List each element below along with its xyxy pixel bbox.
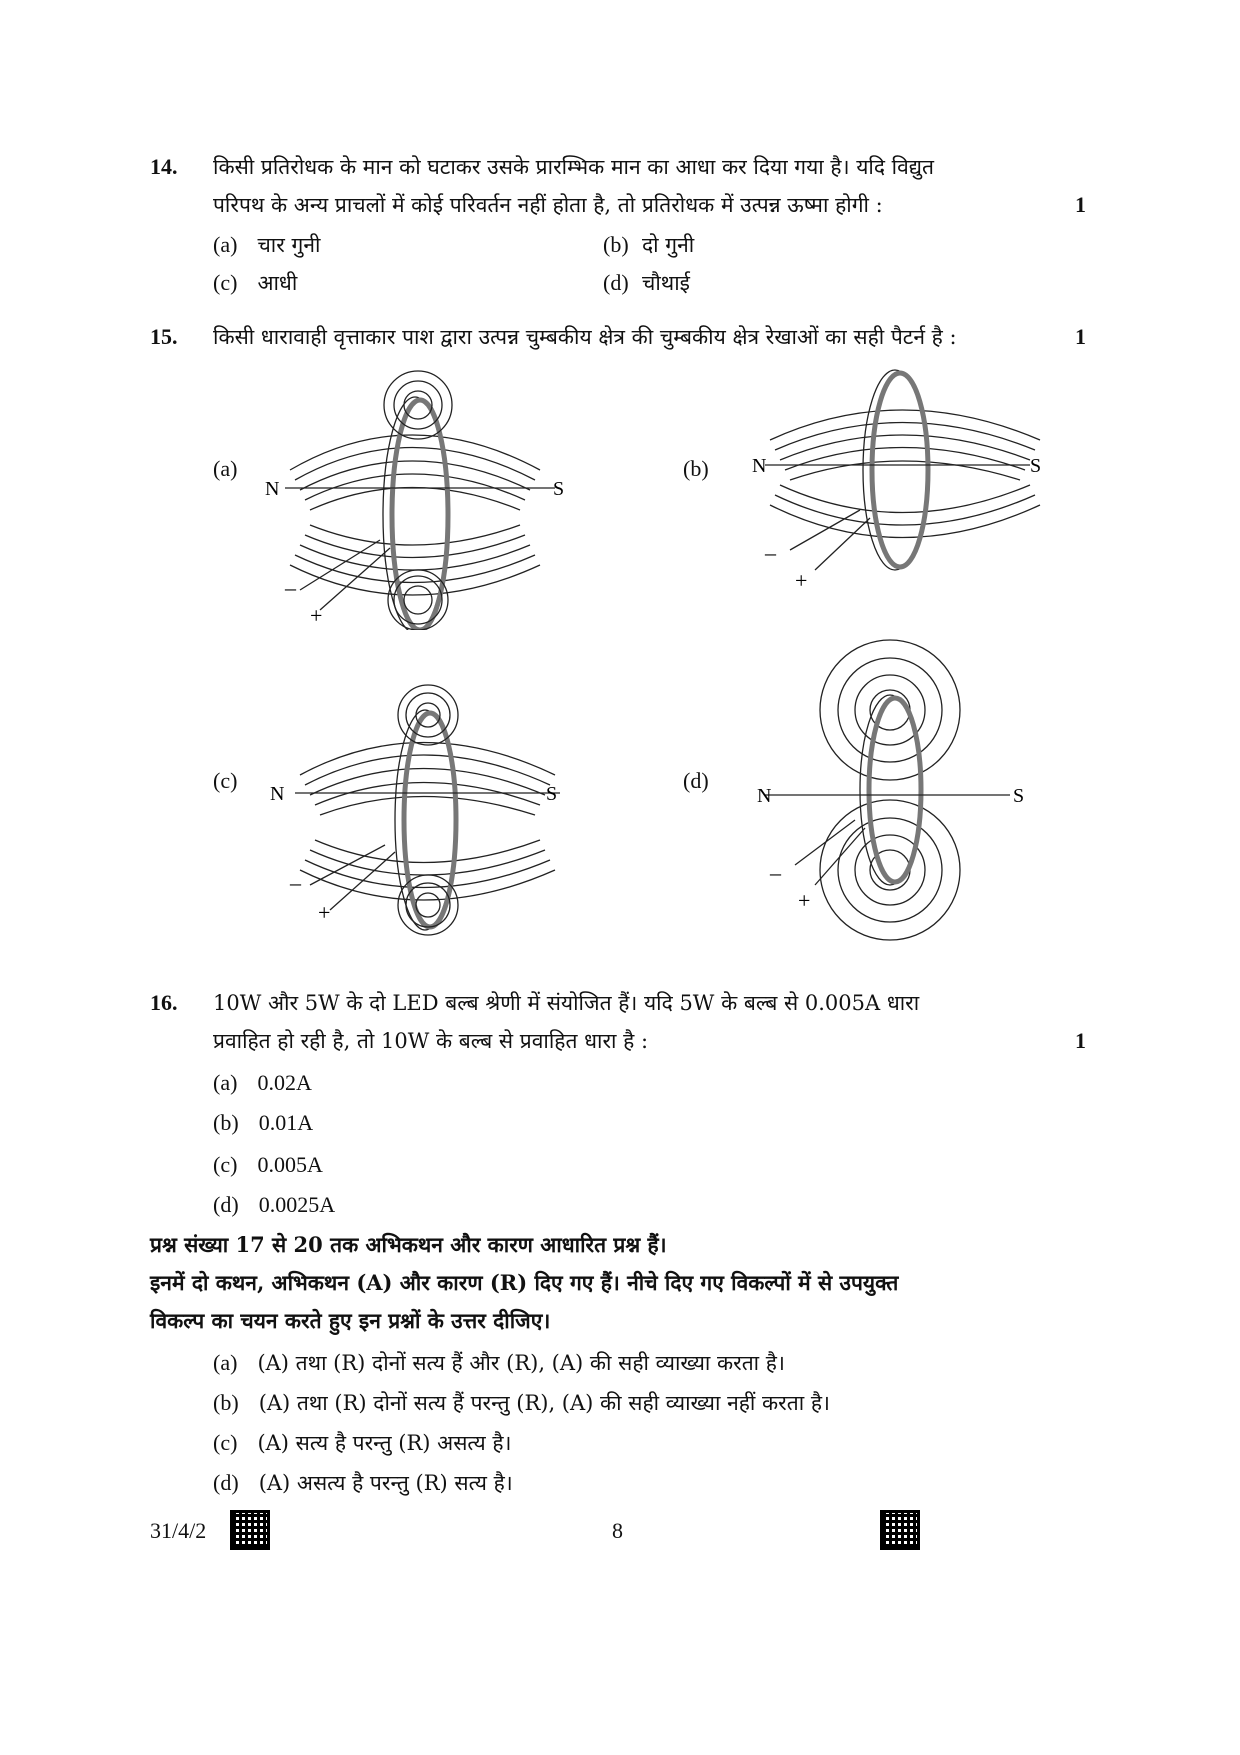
q14-marks: 1 bbox=[1075, 192, 1086, 217]
north-pole-label: N bbox=[752, 455, 767, 477]
plus-terminal-label: + bbox=[318, 900, 331, 925]
option-text: 0.0025A bbox=[258, 1192, 336, 1217]
ar-instruction-line1: इनमें दो कथन, अभिकथन (A) और कारण (R) दिए गए हैं। नीचे दिए गए विकल्पों में से उपयुक्त bbox=[150, 1270, 899, 1295]
south-pole-label: S bbox=[553, 478, 565, 500]
qr-code-icon bbox=[230, 1510, 270, 1550]
ar-option-d bbox=[213, 1466, 513, 1500]
option-label: (c) bbox=[213, 1430, 238, 1455]
q15-text: किसी धारावाही वृत्ताकार पाश द्वारा उत्पन्न चुम्बकीय क्षेत्र की चुम्बकीय क्षेत्र रेखाओं का सही पैटर्न है : bbox=[213, 325, 957, 349]
q15-marks: 1 bbox=[1075, 324, 1086, 349]
q16-option-b bbox=[213, 1106, 313, 1140]
figure-d-field-lines bbox=[740, 630, 1040, 960]
option-label: (a) bbox=[213, 1070, 238, 1095]
option-label: (d) bbox=[213, 1192, 239, 1217]
option-label: (b) bbox=[603, 232, 629, 257]
figure-c-label: (c) bbox=[213, 768, 238, 793]
option-text: (A) तथा (R) दोनों सत्य हैं और (R), (A) की सही व्याख्या करता है। bbox=[257, 1351, 785, 1375]
plus-terminal-label: + bbox=[798, 888, 811, 913]
figure-d-label: (d) bbox=[683, 768, 709, 793]
plus-terminal-label: + bbox=[795, 568, 808, 593]
south-pole-label: S bbox=[1013, 785, 1025, 807]
q16-marks: 1 bbox=[1075, 1028, 1086, 1053]
ar-option-a bbox=[213, 1346, 785, 1380]
page-number: 8 bbox=[612, 1518, 623, 1543]
q14-text-line1: किसी प्रतिरोधक के मान को घटाकर उसके प्रारम्भिक मान का आधा कर दिया गया है। यदि विद्युत bbox=[213, 155, 934, 179]
q16-text-line2: प्रवाहित हो रही है, तो 10W के बल्ब से प्रवाहित धारा है : bbox=[213, 1029, 649, 1053]
ar-option-c bbox=[213, 1426, 511, 1460]
figure-b-field-lines bbox=[740, 360, 1060, 600]
option-label: (a) bbox=[213, 1350, 238, 1375]
north-pole-label: N bbox=[265, 478, 280, 500]
option-text: (A) सत्य है परन्तु (R) असत्य है। bbox=[257, 1431, 512, 1455]
option-label: (b) bbox=[213, 1110, 239, 1135]
figure-b-label: (b) bbox=[683, 456, 709, 481]
q14-option-c bbox=[213, 266, 297, 300]
figure-a-label: (a) bbox=[213, 456, 238, 481]
north-pole-label: N bbox=[270, 783, 285, 805]
q14-option-a bbox=[213, 228, 320, 262]
q16-option-d bbox=[213, 1188, 335, 1222]
ar-heading: प्रश्न संख्या 17 से 20 तक अभिकथन और कारण आधारित प्रश्न हैं। bbox=[150, 1232, 667, 1257]
minus-terminal-label: – bbox=[765, 540, 776, 565]
figure-c-field-lines bbox=[270, 680, 580, 940]
q16-option-a bbox=[213, 1066, 312, 1100]
minus-terminal-label: – bbox=[770, 860, 781, 885]
option-text: 0.005A bbox=[257, 1152, 323, 1177]
option-text: दो गुनी bbox=[642, 233, 695, 257]
option-text: चार गुनी bbox=[257, 233, 321, 257]
paper-code: 31/4/2 bbox=[150, 1518, 207, 1543]
option-label: (c) bbox=[213, 1152, 238, 1177]
q14-text-line2: परिपथ के अन्य प्राचलों में कोई परिवर्तन नहीं होता है, तो प्रतिरोधक में उत्पन्न ऊष्मा होगी : bbox=[213, 193, 883, 217]
q16-number: 16. bbox=[150, 990, 178, 1015]
ar-option-b bbox=[213, 1386, 830, 1420]
option-label: (b) bbox=[213, 1390, 239, 1415]
ar-instruction-line2: विकल्प का चयन करते हुए इन प्रश्नों के उत्तर दीजिए। bbox=[150, 1308, 551, 1333]
q16-text-line1: 10W और 5W के दो LED बल्ब श्रेणी में संयोजित हैं। यदि 5W के बल्ब से 0.005A धारा bbox=[213, 991, 920, 1015]
option-text: चौथाई bbox=[642, 271, 690, 295]
plus-terminal-label: + bbox=[310, 603, 323, 628]
q16-option-c bbox=[213, 1148, 323, 1182]
option-text: आधी bbox=[257, 271, 298, 295]
q15-number: 15. bbox=[150, 324, 178, 349]
minus-terminal-label: – bbox=[285, 575, 296, 600]
figure-a-field-lines bbox=[260, 360, 570, 630]
option-text: 0.01A bbox=[258, 1110, 314, 1135]
minus-terminal-label: – bbox=[290, 870, 301, 895]
option-text: 0.02A bbox=[257, 1070, 312, 1095]
north-pole-label: N bbox=[757, 785, 772, 807]
south-pole-label: S bbox=[546, 783, 558, 805]
option-text: (A) असत्य है परन्तु (R) सत्य है। bbox=[258, 1471, 513, 1495]
qr-code-icon bbox=[880, 1510, 920, 1550]
q14-option-b bbox=[603, 228, 694, 262]
option-label: (d) bbox=[603, 270, 629, 295]
q14-number: 14. bbox=[150, 154, 178, 179]
q14-option-d bbox=[603, 266, 690, 300]
option-label: (d) bbox=[213, 1470, 239, 1495]
option-label: (a) bbox=[213, 232, 238, 257]
south-pole-label: S bbox=[1030, 455, 1042, 477]
option-label: (c) bbox=[213, 270, 238, 295]
option-text: (A) तथा (R) दोनों सत्य हैं परन्तु (R), (A) की सही व्याख्या नहीं करता है। bbox=[258, 1391, 830, 1415]
